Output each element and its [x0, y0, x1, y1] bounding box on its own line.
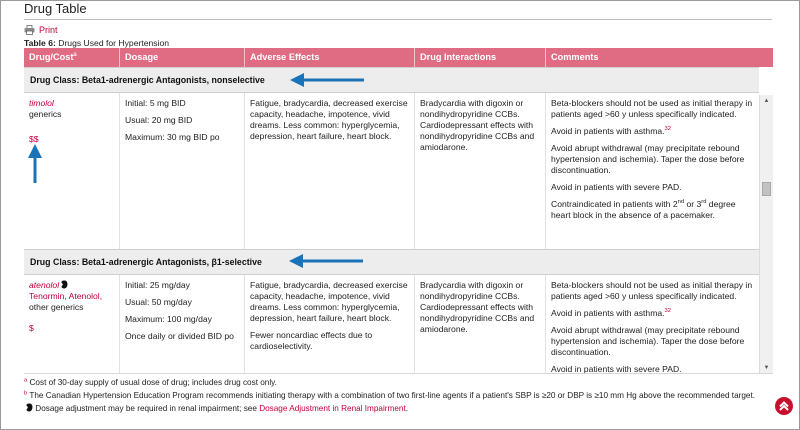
header-comments: Comments — [551, 52, 599, 62]
title-divider — [24, 19, 772, 20]
drug-generics: other generics — [29, 302, 84, 312]
dosage-initial: Initial: 25 mg/day — [125, 280, 190, 290]
annotation-arrow — [28, 144, 42, 184]
caption-label: Table 6: — [24, 38, 56, 48]
drug-class-row: Drug Class: Beta1-adrenergic Antagonists, nonselective — [24, 67, 759, 93]
scroll-up-icon[interactable]: ▲ — [763, 98, 770, 104]
comment-heart-block: Contraindicated in patients with 2nd or 3rd degree heart block in the absence of a pacemaker. — [551, 199, 736, 220]
footnote-b: $^b$ The Canadian Hypertension Education Program recommends initiating therapy with a combination of two first-line agents if a patient's SBP is ≥20 or DBP is ≥10 mm Hg above the recommended target. — [24, 389, 756, 400]
dosage-usual: Usual: 20 mg BID — [125, 115, 193, 125]
adverse-effects-note: Fewer noncardiac effects due to cardioselectivity. — [250, 330, 373, 351]
renal-adjustment-link[interactable]: Dosage Adjustment in Renal Impairment — [259, 404, 406, 413]
dosage-maximum: Maximum: 30 mg BID po — [125, 132, 220, 142]
adverse-effects-cell — [245, 93, 415, 249]
table-header — [24, 48, 773, 67]
interactions-text: Bradycardia with digoxin or nondihydropyridine CCBs. Cardiodepressant effects with nondihydropyridine CCBs and amiodarone. — [420, 98, 535, 152]
footnotes — [24, 378, 764, 417]
page-title: Drug Table — [24, 1, 87, 16]
comment-pad: Avoid in patients with severe PAD. — [551, 364, 682, 374]
caption-text: Drugs Used for Hypertension — [55, 38, 170, 48]
footnote-renal: Dosage adjustment may be required in renal impairment; see Dosage Adjustment in Renal Impairment. — [24, 403, 764, 415]
header-footnote-marker: a — [73, 51, 77, 58]
drug-cost-cell — [24, 275, 120, 374]
drug-brands: generics — [29, 109, 62, 119]
dosage-maximum: Maximum: 100 mg/day — [125, 314, 212, 324]
header-dosage: Dosage — [120, 48, 245, 67]
scroll-down-icon[interactable]: ▼ — [763, 365, 770, 371]
back-to-top-icon — [778, 400, 790, 412]
dosage-cell — [120, 93, 245, 249]
kidney-icon — [60, 280, 68, 289]
comments-cell — [546, 275, 759, 374]
comment-initial-therapy: Beta-blockers should not be used as initial therapy in patients aged >60 y unless specifically indicated. — [551, 98, 753, 119]
interactions-text: Bradycardia with digoxin or nondihydropyridine CCBs. Cardiodepressant effects with nondihydropyridine CCBs and amiodarone. — [420, 280, 535, 334]
vertical-scrollbar[interactable] — [759, 95, 773, 374]
footnote-a: $^a$ Cost of 30-day supply of usual dose of drug; includes drug cost only. — [24, 377, 277, 387]
dosage-usual: Usual: 50 mg/day — [125, 297, 192, 307]
comments-cell — [546, 93, 759, 249]
annotation-arrow — [290, 73, 366, 87]
drug-cost: $ — [29, 323, 34, 333]
reference-link[interactable]: 32 — [664, 126, 671, 133]
printer-icon — [24, 25, 35, 35]
kidney-icon — [25, 403, 33, 412]
comment-initial-therapy: Beta-blockers should not be used as initial therapy in patients aged >60 y unless specifically indicated. — [551, 280, 753, 301]
interactions-cell — [415, 93, 546, 249]
drug-name-link[interactable]: atenolol — [29, 280, 60, 290]
back-to-top-button[interactable] — [775, 397, 793, 415]
print-link[interactable] — [24, 24, 58, 36]
comment-withdrawal: Avoid abrupt withdrawal (may precipitate rebound hypertension and ischemia). Taper the dose before discontinuation. — [551, 143, 745, 175]
adverse-effects-text: Fatigue, bradycardia, decreased exercise capacity, headache, impotence, vivid dreams. Less common: hyperglycemia, depression, heart failure, heart block. — [250, 98, 408, 141]
drug-brands[interactable]: Tenormin, Atenolol, — [29, 291, 103, 301]
table-row — [24, 93, 759, 249]
table-row — [24, 275, 759, 374]
dosage-cell — [120, 275, 245, 374]
comment-asthma: Avoid in patients with asthma.$^{32}$ — [551, 126, 671, 136]
drug-cost: $$ — [29, 134, 39, 144]
dosage-frequency: Once daily or divided BID po — [125, 331, 234, 341]
table-caption — [24, 38, 169, 48]
drug-name-link[interactable]: timolol — [29, 98, 54, 108]
scrollbar-thumb[interactable] — [762, 182, 771, 196]
comment-pad: Avoid in patients with severe PAD. — [551, 182, 682, 192]
print-label: Print — [39, 25, 58, 35]
comment-asthma: Avoid in patients with asthma.$^{32}$ — [551, 308, 671, 318]
adverse-effects-cell — [245, 275, 415, 374]
header-adverse-effects: Adverse Effects — [245, 48, 415, 67]
annotation-arrow — [289, 254, 365, 268]
header-drug-cost: Drug/Cost$^a$ — [24, 48, 120, 67]
dosage-initial: Initial: 5 mg BID — [125, 98, 186, 108]
comment-withdrawal: Avoid abrupt withdrawal (may precipitate rebound hypertension and ischemia). Taper the dose before discontinuation. — [551, 325, 745, 357]
adverse-effects-text: Fatigue, bradycardia, decreased exercise capacity, headache, impotence, vivid dreams. Less common: hyperglycemia, depression, heart failure, heart block. — [250, 280, 408, 323]
drug-class-row: Drug Class: Beta1-adrenergic Antagonists, β1-selective — [24, 249, 759, 275]
interactions-cell — [415, 275, 546, 374]
table-body-scroll[interactable] — [24, 67, 773, 374]
header-drug-interactions: Drug Interactions — [415, 48, 546, 67]
reference-link[interactable]: 32 — [664, 308, 671, 315]
